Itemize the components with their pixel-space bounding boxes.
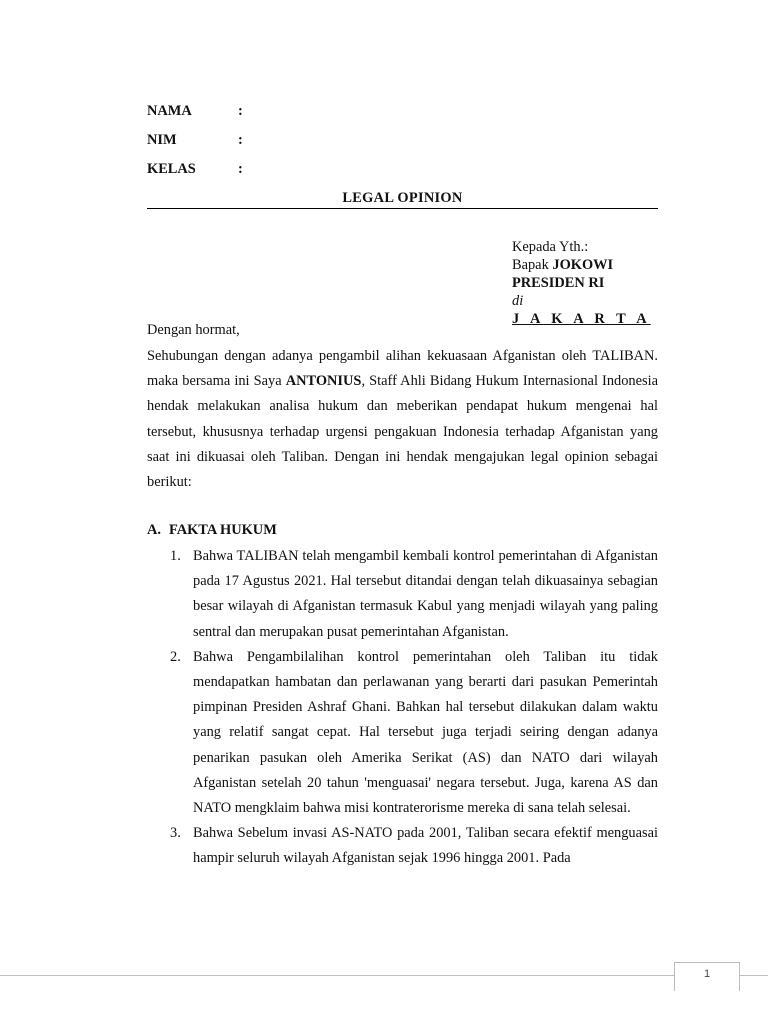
address-line-1: Kepada Yth.:	[512, 239, 589, 255]
name-colon: :	[238, 103, 243, 119]
section-a-heading	[147, 522, 277, 539]
list-item-number: 2.	[170, 648, 181, 665]
document-title: LEGAL OPINION	[342, 190, 463, 206]
page-number: 1	[703, 968, 711, 980]
list-item	[147, 645, 658, 821]
class-label: KELAS	[147, 161, 196, 177]
address-line-4: di	[512, 293, 524, 309]
list-item	[147, 544, 658, 645]
address-line-3: PRESIDEN RI	[512, 275, 605, 291]
class-colon: :	[238, 161, 243, 177]
recipient-address	[512, 238, 662, 328]
list-item-text: Bahwa Pengambilalihan kontrol pemerintahan oleh Taliban itu tidak mendapatkan hambatan dan perlawanan yang berarti dari pasukan Pemerintah pimpinan Presiden Ashraf Ghani. Bahkan hal tersebut dilakukan dalam waktu yang relatif sangat cepat. Hal tersebut juga terjadi seiring dengan adanya penarikan pasukan oleh Amerika Serikat (AS) dan NATO dari wilayah Afganistan setelah 20 tahun 'menguasai' negara tersebut. Juga, karena AS dan NATO mengklaim bahwa misi kontraterorisme mereka di sana telah selesai.	[193, 648, 658, 817]
list-item	[147, 821, 658, 871]
footer-rule	[0, 975, 768, 976]
list-item-number: 3.	[170, 825, 181, 842]
address-city: J A K A R T A	[512, 311, 651, 327]
intro-text-2: , Staff Ahli Bidang Hukum Internasional Indonesia hendak melakukan analisa hukum dan meberikan pendapat hukum mengenai hal tersebut, khususnya terhadap urgensi pengakuan Indonesia terhadap Afganistan yang saat ini dikuasai oleh Taliban. Dengan ini hendak mengajukan legal opinion sebagai berikut:	[147, 373, 658, 491]
name-label: NAMA	[147, 103, 192, 119]
section-a-letter: A.	[147, 522, 161, 538]
address-prefix: Bapak	[512, 257, 553, 273]
list-item-text: Bahwa TALIBAN telah mengambil kembali kontrol pemerintahan di Afganistan pada 17 Agustus 2021. Hal tersebut ditandai dengan telah dikuasainya sebagian besar wilayah di Afganistan termasuk Kabul yang menjadi wilayah yang paling sentral dan merupakan pusat pemerintahan Afganistan.	[193, 548, 658, 640]
intro-text-1: Sehubungan dengan adanya pengambil alihan kekuasaan Afganistan oleh TALIBAN. maka bersama ini Saya	[147, 348, 658, 390]
page-number-box	[674, 962, 740, 991]
intro-paragraph	[147, 344, 658, 495]
address-line-2	[512, 256, 662, 274]
greeting: Dengan hormat,	[147, 322, 240, 338]
list-item-text: Bahwa Sebelum invasi AS-NATO pada 2001, Taliban secara efektif menguasai hampir seluruh wilayah Afganistan sejak 1996 hingga 2001. Pada	[193, 825, 658, 867]
recipient-name: JOKOWI	[552, 257, 614, 273]
list-item-number: 1.	[170, 548, 181, 564]
nim-colon: :	[238, 132, 243, 148]
section-a-list	[147, 544, 658, 872]
title-divider	[147, 208, 658, 209]
section-a-title: FAKTA HUKUM	[169, 522, 277, 538]
author-name: ANTONIUS	[285, 373, 362, 390]
nim-label: NIM	[147, 132, 177, 148]
